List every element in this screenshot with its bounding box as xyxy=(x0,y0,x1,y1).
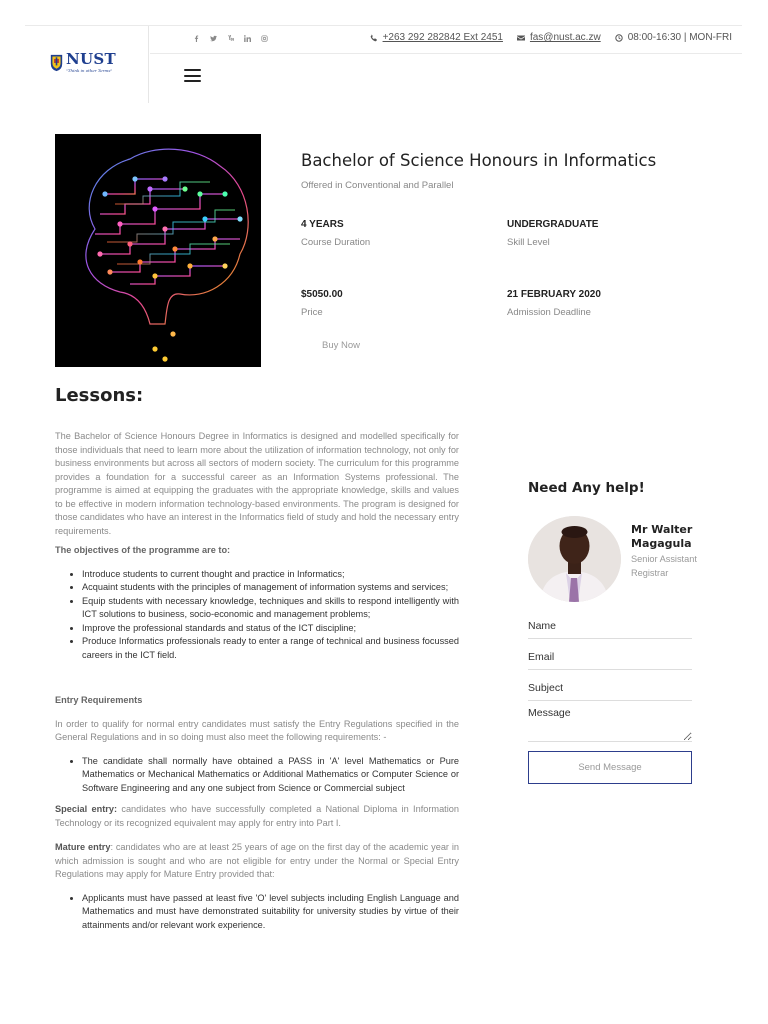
phone-contact xyxy=(370,32,503,43)
contact-info xyxy=(370,32,732,43)
hamburger-bar xyxy=(184,80,201,82)
crest-icon xyxy=(50,52,63,74)
list-item: • Acquaint students with the principles of management of information systems and services; xyxy=(82,581,459,595)
linkedin-icon[interactable] xyxy=(243,34,251,43)
nust-logo[interactable] xyxy=(50,52,116,78)
email-link[interactable]: fas@nust.ac.zw xyxy=(529,32,601,43)
skill-level xyxy=(507,219,598,248)
course-price xyxy=(301,289,343,318)
contact-photo xyxy=(528,516,621,602)
instagram-icon[interactable] xyxy=(260,34,268,43)
contact-role: Senior Assistant Registrar xyxy=(631,554,697,578)
social-links xyxy=(192,34,268,43)
special-entry xyxy=(55,803,459,830)
deadline-label: Admission Deadline xyxy=(507,307,591,318)
course-title: Bachelor of Science Honours in Informatics xyxy=(301,151,657,170)
entry-requirements-list xyxy=(82,755,459,796)
logo-tagline: "Think in other Terms" xyxy=(66,68,113,73)
list-item: • Equip students with necessary knowledge, techniques and skills to respond intelligently with ICT solutions to business, socio-economic and management problems; xyxy=(82,595,459,622)
special-entry-text: candidates who have successfully completed a National Diploma in Information Technology or its recognized equivalent may apply for entry into Part I. xyxy=(55,804,459,828)
special-entry-label: Special entry: xyxy=(55,804,118,814)
entry-requirements-heading: Entry Requirements xyxy=(55,695,143,705)
lessons-content xyxy=(55,430,459,940)
facebook-icon[interactable] xyxy=(192,34,200,43)
send-message-button[interactable]: Send Message xyxy=(528,751,692,784)
clock-icon xyxy=(615,34,623,42)
list-item: • Introduce students to current thought and practice in Informatics; xyxy=(82,568,459,582)
top-bar xyxy=(150,26,742,54)
list-item: • Applicants must have passed at least five 'O' level subjects including English Language and Mathematics and must have demonstrated suitability for university studies by virtue of their attainments and/or relevant work experience. xyxy=(82,892,459,933)
duration-label: Course Duration xyxy=(301,237,371,248)
hamburger-bar xyxy=(184,69,201,71)
email-contact xyxy=(517,32,601,43)
circuit-brain-illustration xyxy=(55,134,261,367)
programme-intro: The Bachelor of Science Honours Degree in Informatics is designed and modelled specifically for those individuals that need to learn more about the utilization of information technology, not only for business environments but across all sectors of modern society. The curriculum for this programme provides a foundation for a successful career as an Information Systems professional. The programme is aimed at equipping the graduates with the appropriate knowledge, skills and values to be effective in modern information technology-based environments. The program is designed for those candidates who have an interest in the Informatics field of study and hold the necessary entry requirements. xyxy=(55,431,459,536)
level-label: Skill Level xyxy=(507,237,550,248)
hamburger-bar xyxy=(184,75,201,77)
help-heading: Need Any help! xyxy=(528,480,645,496)
email-field[interactable] xyxy=(528,639,692,670)
twitter-icon[interactable] xyxy=(209,34,217,43)
admission-deadline xyxy=(507,289,601,318)
help-contact-form xyxy=(528,608,692,784)
contact-name: Mr Walter Magagula xyxy=(631,523,693,550)
level-value: UNDERGRADUATE xyxy=(507,219,599,230)
list-item: • Improve the professional standards and status of the ICT discipline; xyxy=(82,622,459,636)
list-item: • Produce Informatics professionals ready to enter a range of technical and business focussed careers in the ICT field. xyxy=(82,635,459,662)
list-item: • The candidate shall normally have obtained a PASS in 'A' level Mathematics or Pure Mathematics or Mechanical Mathematics or Additional Mathematics or Computer Science or Software Engineering and any one subject from Science or Commercial subject xyxy=(82,755,459,796)
buy-now-button[interactable]: Buy Now xyxy=(322,340,361,351)
course-duration xyxy=(301,219,370,248)
spacer xyxy=(55,670,459,694)
phone-link[interactable]: +263 292 282842 Ext 2451 xyxy=(382,32,503,43)
objectives-list xyxy=(82,568,459,663)
name-field[interactable] xyxy=(528,608,692,639)
menu-toggle-button[interactable] xyxy=(184,69,201,82)
course-image xyxy=(55,134,261,367)
contact-person xyxy=(631,523,701,580)
deadline-value: 21 FEBRUARY 2020 xyxy=(507,289,601,300)
mature-requirements-list xyxy=(82,892,459,933)
lessons-heading: Lessons: xyxy=(55,385,144,406)
youtube-icon[interactable] xyxy=(226,34,234,43)
office-hours: 08:00-16:30 | MON-FRI xyxy=(627,32,732,43)
mature-entry-label: Mature entry xyxy=(55,842,111,852)
entry-intro: In order to qualify for normal entry candidates must satisfy the Entry Regulations specified in the General Regulations and in so doing must also meet the following requirements: - xyxy=(55,718,459,742)
phone-icon xyxy=(370,34,378,42)
envelope-icon xyxy=(517,34,525,42)
hours-info xyxy=(615,32,732,43)
price-value: $5050.00 xyxy=(301,289,343,300)
mature-entry xyxy=(55,841,459,882)
subject-field[interactable] xyxy=(528,670,692,701)
price-label: Price xyxy=(301,307,323,318)
duration-value: 4 YEARS xyxy=(301,219,344,230)
message-field[interactable] xyxy=(528,701,692,742)
objectives-heading: The objectives of the programme are to: xyxy=(55,545,231,555)
logo-text: NUST xyxy=(66,50,116,68)
course-subtitle: Offered in Conventional and Parallel xyxy=(301,180,454,191)
mature-entry-text: : candidates who are at least 25 years of age on the first day of the academic year in which admission is sought and who are not eligible for entry under the Normal or Special Entry Regulations may apply for Mature Entry provided that: xyxy=(55,842,459,879)
avatar xyxy=(528,516,621,602)
